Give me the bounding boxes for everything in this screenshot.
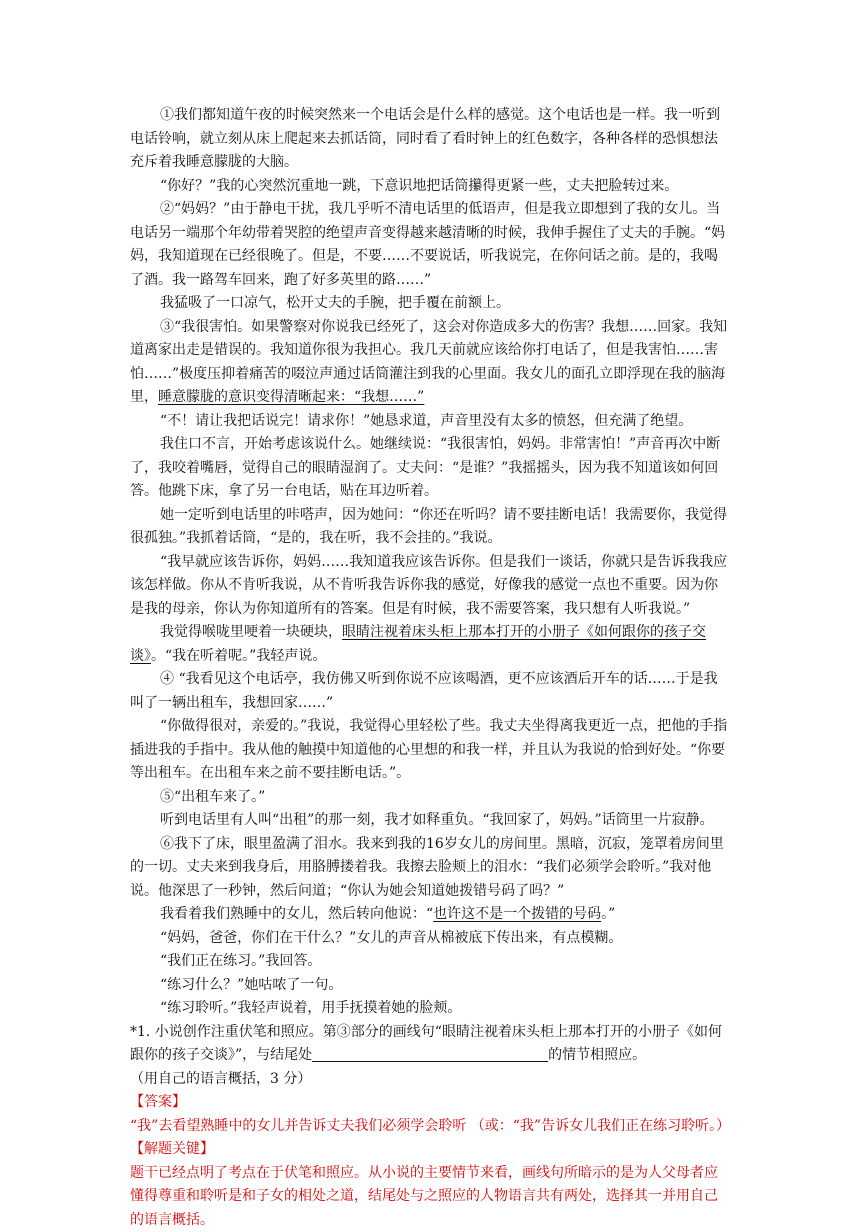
paragraph: 我住口不言，开始考虑该说什么。她继续说：“我很害怕，妈妈。非常害怕！”声音再次中断了，我咬着嘴唇，觉得自己的眼睛湿润了。丈夫问：“是谁？”我摇摇头，因为我不知道该如何回答。他跳下床，拿了另一台电话，贴在耳边听着。	[130, 433, 730, 504]
paragraph: ②“妈妈？”由于静电干扰，我几乎听不清电话里的低语声，但是我立即想到了我的女儿。当电话另一端那个年幼带着哭腔的绝望声音变得越来越清晰的时候，我伸手握住了丈夫的手腕。“妈妈，我知道现在已经很晚了。但是，不要……不要说话，听我说完，在你问话之前。是的，我喝了酒。我一路驾车回来，跑了好多英里的路……”	[130, 198, 730, 292]
paragraph: ④ “我看见这个电话亭，我仿佛又听到你说不应该喝酒，更不应该酒后开车的话……于是我叫了一辆出租车，我想回家……”	[130, 668, 730, 715]
paragraph	[130, 621, 730, 668]
paragraph: ⑥我下了床，眼里盈满了泪水。我来到我的16岁女儿的房间里。黑暗，沉寂，笼罩着房间里的一切。丈夫来到我身后，用胳膊搂着我。我擦去脸颊上的泪水：“我们必须学会聆听。”我对他说。他深思了一秒钟，然后问道；“你认为她会知道她拨错号码了吗？”	[130, 833, 730, 904]
question-1	[130, 1021, 730, 1068]
paragraph: “练习聆听。”我轻声说着，用手抚摸着她的脸颊。	[130, 997, 730, 1021]
paragraph: “妈妈，爸爸，你们在干什么？”女儿的声音从棉被底下传出来，有点模糊。	[130, 927, 730, 951]
paragraph-text: 我看着我们熟睡中的女儿，然后转向他说：“	[160, 906, 433, 922]
paragraph: ①我们都知道午夜的时候突然来一个电话会是什么样的感觉。这个电话也是一样。我一听到电话铃响，就立刻从床上爬起来去抓话筒，同时看了看时钟上的红色数字，各种各样的恐惧想法充斥着我睡意朦胧的大脑。	[130, 104, 730, 175]
paragraph-text: ③“我很害怕。如果警察对你说我已经死了，这会对你造成多大的伤害？我想……回家。我知道离家出走是错误的。我知道你很为我担心。我几天前就应该给你打电话了，但是我害怕……害怕……”极度压抑着痛苦的啜泣声通过话筒灌注到我的心里面。我女儿的面孔立即浮现在我的脑海里，	[130, 319, 727, 406]
analysis-text: 题干已经点明了考点在于伏笔和照应。从小说的主要情节来看，画线句所暗示的是为人父母者应懂得尊重和聆听是和子女的相处之道，结尾处与之照应的人物语言共有两处，选择其一并用自己的语言概括。	[130, 1162, 730, 1232]
underlined-sentence: 眼睛注视着床头柜上那本打开的小册子《如何跟你的孩子交谈》	[130, 624, 706, 664]
paragraph: “不！请让我把话说完！请求你！”她恳求道，声音里没有太多的愤怒，但充满了绝望。	[130, 410, 730, 434]
question-text: *1. 小说创作注重伏笔和照应。第③部分的画线句“眼睛注视着床头柜上那本打开的小册子《如何跟你的孩子交谈》”，与结尾处	[130, 1024, 722, 1064]
paragraph: 我猛吸了一口凉气，松开丈夫的手腕，把手覆在前额上。	[130, 292, 730, 316]
paragraph: ⑤“出租车来了。”	[130, 786, 730, 810]
question-text: 的情节相照应。	[548, 1047, 646, 1063]
paragraph: “你好？”我的心突然沉重地一跳，下意识地把话筒攥得更紧一些，丈夫把脸转过来。	[130, 175, 730, 199]
underlined-sentence: 睡意朦胧的意识变得清晰起来：“我想……”	[158, 389, 424, 405]
paragraph: “我们正在练习。”我回答。	[130, 950, 730, 974]
paragraph: “练习什么？”她咕哝了一句。	[130, 974, 730, 998]
paragraph-text: 。”	[601, 906, 615, 922]
paragraph	[130, 316, 730, 410]
paragraph: “我早就应该告诉你，妈妈……我知道我应该告诉你。但是我们一谈话，你就只是告诉我我应该怎样做。你从不肯听我说，从不肯听我告诉你我的感觉，好像我的感觉一点也不重要。因为你是我的母亲，你认为你知道所有的答案。但是有时候，我不需要答案，我只想有人听我说。”	[130, 551, 730, 622]
answer-blank[interactable]	[312, 1045, 548, 1062]
paragraph-text: 。“我在听着呢。”我轻声说。	[151, 648, 326, 664]
paragraph: 听到电话里有人叫“出租”的那一刻，我才如释重负。“我回家了，妈妈。”话筒里一片寂静。	[130, 809, 730, 833]
answer-text: “我”去看望熟睡中的女儿并告诉丈夫我们必须学会聆听 （或：“我”告诉女儿我们正在练习聆听。）	[130, 1115, 730, 1139]
question-note: （用自己的语言概括，3 分）	[130, 1068, 730, 1092]
paragraph: 她一定听到电话里的咔嗒声，因为她问：“你还在听吗？请不要挂断电话！我需要你，我觉得很孤独。”我抓着话筒，“是的，我在听，我不会挂的。”我说。	[130, 504, 730, 551]
paragraph	[130, 903, 730, 927]
paragraph: “你做得很对，亲爱的。”我说，我觉得心里轻松了些。我丈夫坐得离我更近一点，把他的手指插进我的手指中。我从他的触摸中知道他的心里想的和我一样，并且认为我说的恰到好处。“你要等出租车。在出租车来之前不要挂断电话。”。	[130, 715, 730, 786]
analysis-label: 【解题关键】	[130, 1138, 730, 1162]
paragraph-text: 我觉得喉咙里哽着一块硬块，	[160, 624, 342, 640]
answer-label: 【答案】	[130, 1091, 730, 1115]
underlined-sentence: 也许这不是一个拨错的号码	[433, 906, 601, 922]
reading-passage	[130, 104, 730, 1232]
